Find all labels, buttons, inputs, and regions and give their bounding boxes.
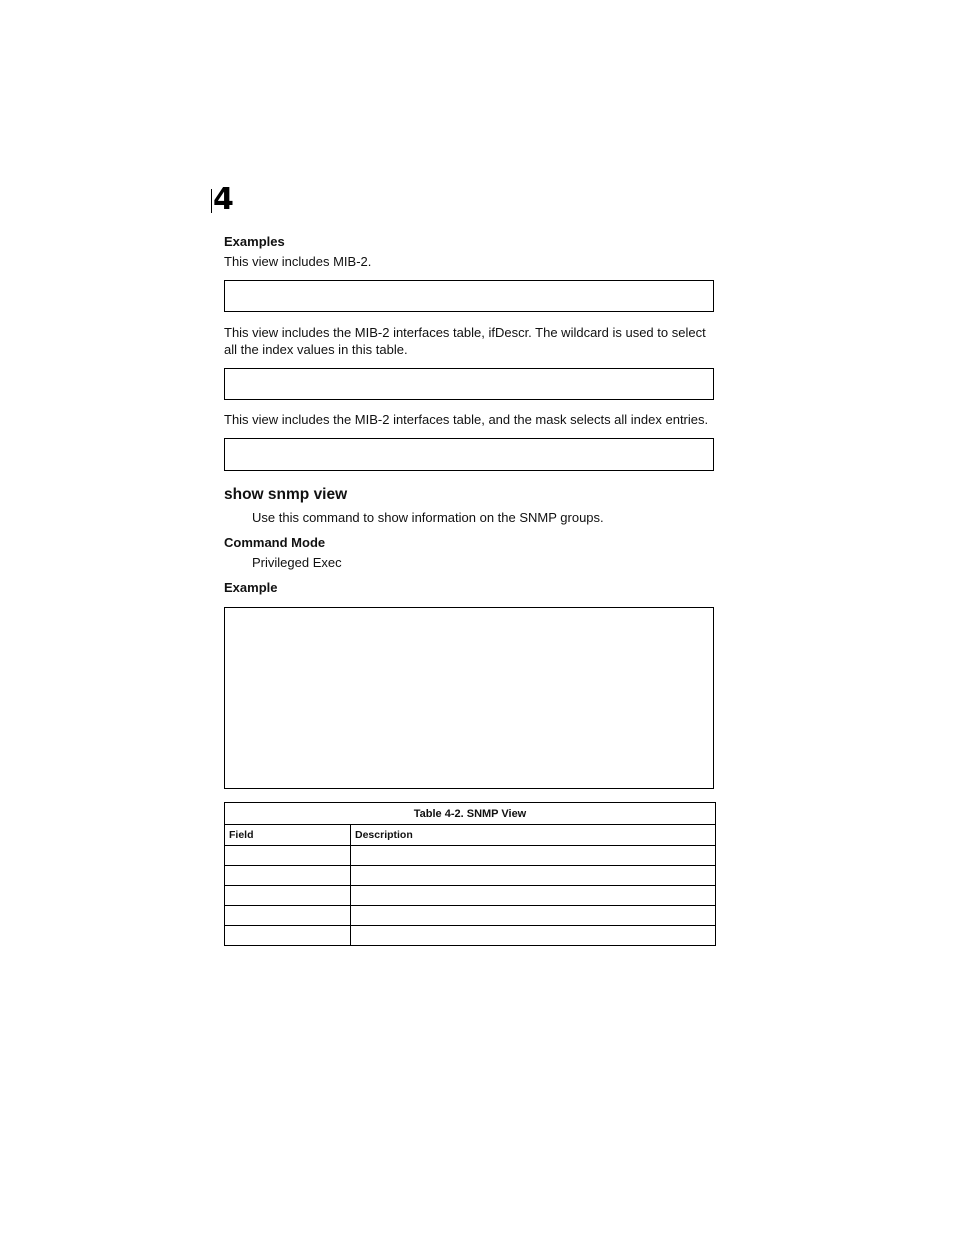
examples-para3: This view includes the MIB-2 interfaces table, and the mask selects all index entries. (224, 412, 709, 427)
chapter-marker (211, 182, 241, 217)
snmp-view-table (224, 802, 716, 946)
examples-intro: This view includes MIB-2. (224, 254, 372, 269)
table-cell-field (225, 846, 351, 866)
table-row (225, 866, 716, 886)
examples-para2-line1: This view includes the MIB-2 interfaces table, ifDescr. The wildcard is used to select (224, 325, 706, 340)
table-caption-row (225, 803, 716, 825)
table-row (225, 846, 716, 866)
table-header-row (225, 825, 716, 846)
chapter-marker-bar (211, 189, 212, 213)
table-row (225, 906, 716, 926)
example-heading: Example (224, 580, 278, 595)
command-description: Use this command to show information on the SNMP groups. (252, 510, 604, 525)
table-cell-description (351, 906, 716, 926)
table-cell-field (225, 866, 351, 886)
table-row (225, 886, 716, 906)
table-cell-field (225, 926, 351, 946)
code-block-mib2 (224, 280, 714, 312)
table-header-field: Field (225, 825, 351, 846)
examples-para2-line2: all the index values in this table. (224, 342, 408, 357)
table-row (225, 926, 716, 946)
table-cell-field (225, 886, 351, 906)
command-mode-heading: Command Mode (224, 535, 326, 550)
table-header-description: Description (351, 825, 716, 846)
code-block-example (224, 607, 714, 789)
table-cell-description (351, 886, 716, 906)
table-cell-description (351, 926, 716, 946)
command-mode-value: Privileged Exec (252, 555, 342, 570)
code-block-ifdescr (224, 368, 714, 400)
table-cell-description (351, 866, 716, 886)
table-cell-description (351, 846, 716, 866)
chapter-number: 4 (213, 182, 234, 217)
table-caption: Table 4-2. SNMP View (225, 803, 716, 825)
examples-heading: Examples (224, 234, 285, 249)
table-cell-field (225, 906, 351, 926)
command-title: show snmp view (224, 486, 348, 503)
code-block-mask (224, 438, 714, 471)
